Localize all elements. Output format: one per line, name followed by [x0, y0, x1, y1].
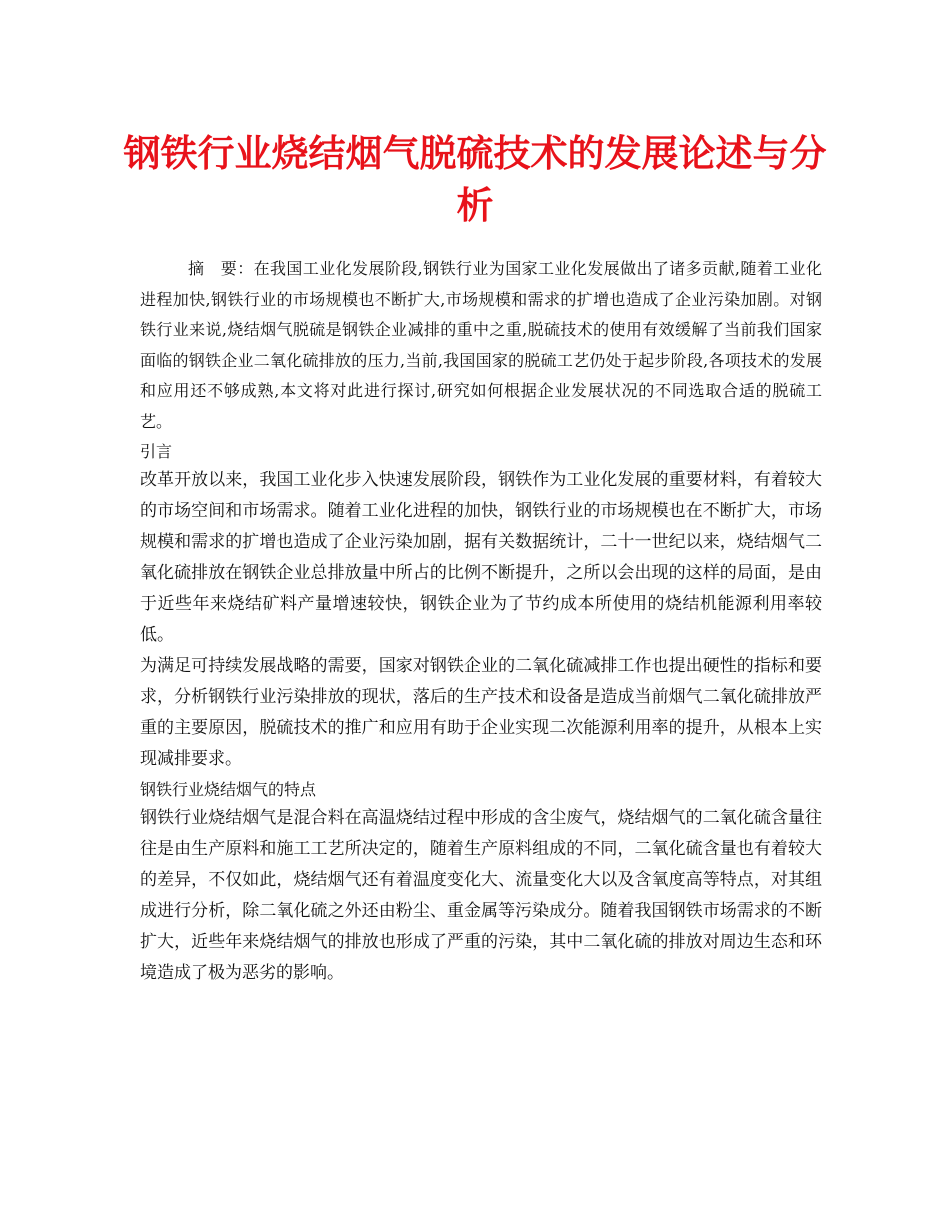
abstract-paragraph: 摘 要：在我国工业化发展阶段,钢铁行业为国家工业化发展做出了诸多贡献,随着工业化进程加快,钢铁行业的市场规模也不断扩大,市场规模和需求的扩增也造成了企业污染加剧。对钢铁行业来说,烧结烟气脱硫是钢铁企业减排的重中之重,脱硫技术的使用有效缓解了当前我们国家面临的钢铁企业二氧化硫排放的压力,当前,我国国家的脱硫工艺仍处于起步阶段,各项技术的发展和应用还不够成熟,本文将对此进行探讨,研究如何根据企业发展状况的不同选取合适的脱硫工艺。 — [140, 259, 822, 431]
body-paragraph: 改革开放以来，我国工业化步入快速发展阶段，钢铁作为工业化发展的重要材料，有着较大的市场空间和市场需求。随着工业化进程的加快，钢铁行业的市场规模也在不断扩大，市场规模和需求的扩增也造成了企业污染加剧，据有关数据统计，二十一世纪以来，烧结烟气二氧化硫排放在钢铁企业总排放量中所占的比例不断提升，之所以会出现的这样的局面，是由于近些年来烧结矿料产量增速较快，钢铁企业为了节约成本所使用的烧结机能源利用率较低。 — [140, 470, 822, 645]
section-heading-introduction: 引言 — [140, 442, 173, 461]
body-paragraph: 为满足可持续发展战略的需要，国家对钢铁企业的二氧化硫减排工作也提出硬性的指标和要求，分析钢铁行业污染排放的现状，落后的生产技术和设备是造成当前烟气二氧化硫排放严重的主要原因，脱硫技术的推广和应用有助于企业实现二次能源利用率的提升，从根本上实现减排要求。 — [140, 656, 822, 769]
body-paragraph: 钢铁行业烧结烟气是混合料在高温烧结过程中形成的含尘废气，烧结烟气的二氧化硫含量往往是由生产原料和施工工艺所决定的，随着生产原料组成的不同，二氧化硫含量也有着较大的差异，不仅如此，烧结烟气还有着温度变化大、流量变化大以及含氧度高等特点，对其组成进行分析，除二氧化硫之外还由粉尘、重金属等污染成分。随着我国钢铁市场需求的不断扩大，近些年来烧结烟气的排放也形成了严重的污染，其中二氧化硫的排放对周边生态和环境造成了极为恶劣的影响。 — [140, 808, 822, 983]
section-heading-characteristics: 钢铁行业烧结烟气的特点 — [140, 780, 317, 799]
document-body — [140, 254, 822, 989]
document-title: 钢铁行业烧结烟气脱硫技术的发展论述与分析 — [123, 132, 827, 227]
